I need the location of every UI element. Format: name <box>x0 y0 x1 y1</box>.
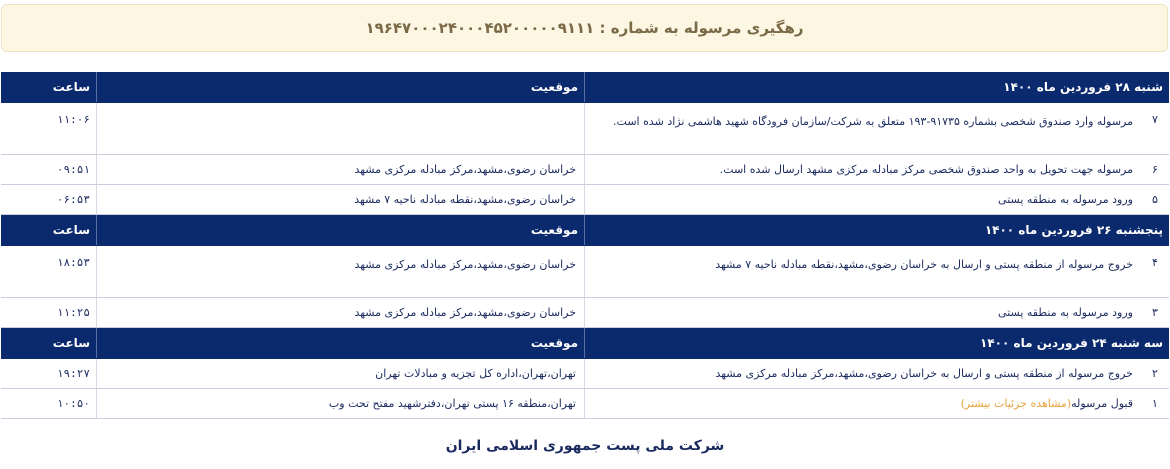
row-description: مرسوله وارد صندوق شخصی بشماره ۹۱۷۳۵-۱۹۳ متعلق به شرکت/سازمان فرودگاه شهید هاشمی نژاد شده است. <box>584 103 1141 154</box>
row-description: خروج مرسوله از منطقه پستی و ارسال به خراسان رضوی،مشهد،نقطه مبادله ناحیه ۷ مشهد <box>584 246 1141 297</box>
row-time: ۱۹:۲۷ <box>56 367 90 380</box>
day-date: شنبه ۲۸ فروردین ماه ۱۴۰۰ <box>584 72 1169 102</box>
row-description: مرسوله جهت تحویل به واحد صندوق شخصی مرکز مبادله مرکزی مشهد ارسال شده است. <box>584 155 1141 184</box>
row-description-text: قبول مرسوله <box>1071 397 1133 410</box>
row-description <box>584 389 1141 418</box>
row-description: ورود مرسوله به منطقه پستی <box>584 185 1141 214</box>
table-row <box>1 298 1169 328</box>
row-description: ورود مرسوله به منطقه پستی <box>584 298 1141 327</box>
row-location <box>96 103 584 154</box>
table-row <box>1 155 1169 185</box>
time-column-header: ساعت <box>52 336 90 350</box>
row-location: خراسان رضوی،مشهد،مرکز مبادله مرکزی مشهد <box>96 155 584 184</box>
tracking-title-box <box>1 4 1168 52</box>
row-location: خراسان رضوی،مشهد،نقطه مبادله ناحیه ۷ مشهد <box>96 185 584 214</box>
row-time: ۱۱:۰۶ <box>56 113 90 126</box>
row-time: ۱۱:۲۵ <box>56 306 90 319</box>
table-row <box>1 185 1169 215</box>
row-time: ۱۰:۵۰ <box>56 397 90 410</box>
time-column-header: ساعت <box>52 80 90 94</box>
tracking-table <box>1 72 1169 419</box>
row-time: ۰۹:۵۱ <box>56 163 90 176</box>
day-header <box>1 328 1169 359</box>
row-time: ۱۸:۵۳ <box>56 256 90 269</box>
row-index: ۲ <box>1152 367 1158 380</box>
row-index: ۴ <box>1152 256 1158 269</box>
table-row <box>1 389 1169 419</box>
more-details-link[interactable]: (مشاهده جزئیات بیشتر) <box>960 397 1072 410</box>
footer-org-name: شرکت ملی پست جمهوری اسلامی ایران <box>445 438 725 454</box>
location-column-header: موقعیت <box>96 215 584 245</box>
row-location: خراسان رضوی،مشهد،مرکز مبادله مرکزی مشهد <box>96 246 584 297</box>
table-row <box>1 103 1169 155</box>
day-header <box>1 215 1169 246</box>
row-time: ۰۶:۵۳ <box>56 193 90 206</box>
day-date: سه شنبه ۲۴ فروردین ماه ۱۴۰۰ <box>584 328 1169 358</box>
location-column-header: موقعیت <box>96 72 584 102</box>
row-index: ۵ <box>1152 193 1158 206</box>
row-description: خروج مرسوله از منطقه پستی و ارسال به خراسان رضوی،مشهد،مرکز مبادله مرکزی مشهد <box>584 359 1141 388</box>
table-row <box>1 246 1169 298</box>
row-location: خراسان رضوی،مشهد،مرکز مبادله مرکزی مشهد <box>96 298 584 327</box>
day-date: پنجشنبه ۲۶ فروردین ماه ۱۴۰۰ <box>584 215 1169 245</box>
row-index: ۷ <box>1152 113 1158 126</box>
row-location: تهران،تهران،اداره کل تجزیه و مبادلات تهران <box>96 359 584 388</box>
row-index: ۶ <box>1152 163 1158 176</box>
tracking-title: رهگیری مرسوله به شماره : ۱۹۶۴۷۰۰۰۲۴۰۰۰۴۵۲۰۰۰۰۰۹۱۱۱ <box>365 19 804 37</box>
row-index: ۱ <box>1152 397 1158 410</box>
row-location: تهران،منطقه ۱۶ پستی تهران،دفترشهید مفتح تحت وب <box>96 389 584 418</box>
table-row <box>1 359 1169 389</box>
time-column-header: ساعت <box>52 223 90 237</box>
location-column-header: موقعیت <box>96 328 584 358</box>
row-index: ۳ <box>1152 306 1158 319</box>
day-header <box>1 72 1169 103</box>
